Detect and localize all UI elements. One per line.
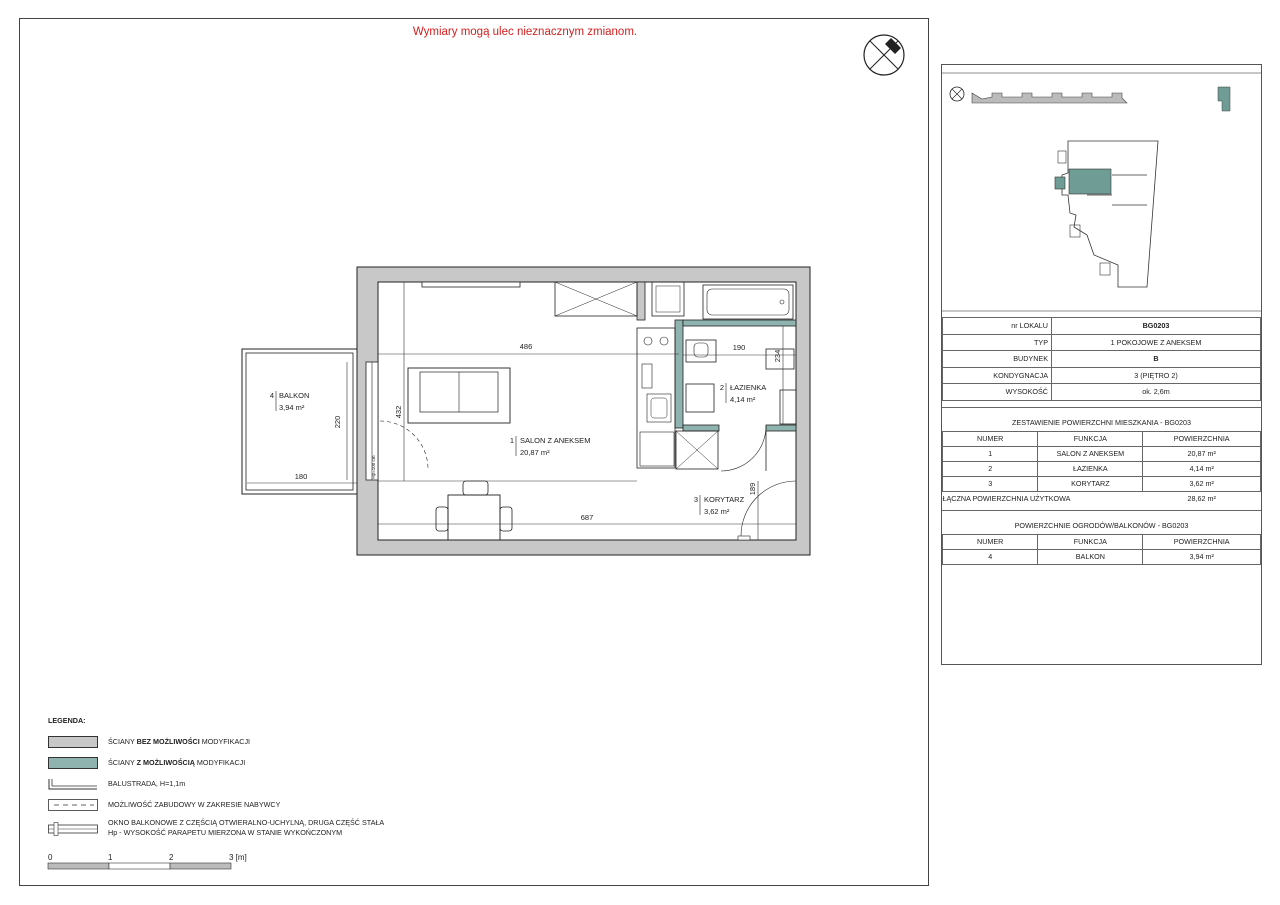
svg-text:3: 3: [693, 495, 698, 504]
balcony-table-title: POWIERZCHNIE OGRODÓW/BALKONÓW - BG0203: [942, 510, 1261, 534]
window-hp-label: Hp=100 cm: [371, 455, 376, 479]
dim-234: 234: [773, 349, 782, 363]
room-label-balkon: [270, 391, 310, 412]
total-area-row: ŁĄCZNA POWIERZCHNIA UŻYTKOWA 28,62 m²: [942, 494, 1216, 503]
scale-tick-3: 3 [m]: [229, 853, 247, 862]
dim-432: 432: [394, 405, 403, 419]
svg-text:3,62 m²: 3,62 m²: [704, 507, 730, 516]
building-marker: [1218, 87, 1230, 111]
table-row: 3 KORYTARZ 3,62 m²: [943, 476, 1261, 491]
svg-text:2: 2: [719, 383, 724, 392]
bathroom-cabinet: [686, 384, 714, 412]
svg-text:ŁAZIENKA: ŁAZIENKA: [730, 383, 767, 392]
dining-table: [448, 495, 500, 540]
window-symbol: [48, 822, 98, 834]
dashed-box-symbol: [48, 799, 98, 811]
fixed-wall-swatch: [48, 736, 98, 748]
room-label-lazienka: [720, 383, 766, 404]
interior-wall: [637, 282, 645, 320]
dim-189: 189: [748, 482, 757, 496]
location-key-plan: [942, 65, 1261, 317]
svg-text:4,14 m²: 4,14 m²: [730, 395, 756, 404]
floor-plan: [0, 0, 930, 600]
svg-text:1: 1: [509, 436, 514, 445]
legend-item-modifiable-walls: ŚCIANY Z MOŻLIWOŚCIĄ MODYFIKACJI: [48, 752, 384, 773]
dim-190: 190: [732, 343, 746, 352]
balcony-table: NUMER FUNKCJA POWIERZCHNIA 4 BALKON 3,94 m²: [942, 534, 1261, 565]
svg-text:BALKON: BALKON: [279, 391, 310, 400]
scale-tick-0: 0: [48, 853, 53, 862]
legend-item-balustrade: BALUSTRADA, H=1,1m: [48, 773, 384, 794]
areas-table-title: ZESTAWIENIE POWIERZCHNI MIESZKANIA - BG0203: [942, 407, 1261, 431]
areas-table: NUMER FUNKCJA POWIERZCHNIA 1 SALON Z ANEKSEM 20,87 m² 2 ŁAZIENKA 4,14 m² 3 KORYTARZ 3,62 m² ŁĄCZNA POWIERZCHNIA UŻYTKOWA 28,62 m²: [942, 431, 1261, 506]
dim-180: 180: [294, 472, 308, 481]
legend: [48, 716, 384, 841]
top-window: [422, 282, 520, 287]
legend-title: LEGENDA:: [48, 716, 86, 725]
legend-item-balcony-window: OKNO BALKONOWE Z CZĘŚCIĄ OTWIERALNO-UCHYLNĄ, DRUGA CZĘŚĆ STAŁA Hp - WYSOKOŚĆ PARAPETU MIERZONA W STANIE WYKOŃCZONYM: [48, 815, 384, 841]
info-panel: [941, 64, 1262, 665]
dim-687: 687: [580, 513, 594, 522]
svg-text:4: 4: [269, 391, 274, 400]
fridge: [652, 282, 684, 316]
outer-walls: [357, 267, 810, 555]
modifiable-wall: [675, 320, 683, 428]
room-label-salon: [510, 436, 591, 457]
scale-tick-1: 1: [108, 853, 113, 862]
scale-tick-2: 2: [169, 853, 174, 862]
small-compass-icon: [950, 87, 964, 101]
modifiable-wall-swatch: [48, 757, 98, 769]
hob: [644, 337, 652, 345]
table-row: 1 SALON Z ANEKSEM 20,87 m²: [943, 446, 1261, 461]
balustrade-symbol: [48, 778, 98, 790]
room-label-korytarz: [694, 495, 745, 516]
svg-text:20,87 m²: 20,87 m²: [520, 448, 550, 457]
modifiable-wall: [683, 320, 796, 326]
table-row: 2 ŁAZIENKA 4,14 m²: [943, 461, 1261, 476]
table-row: 4 BALKON 3,94 m²: [943, 549, 1261, 564]
dim-486: 486: [519, 342, 533, 351]
legend-item-fixed-walls: ŚCIANY BEZ MOŻLIWOŚCI MODYFIKACJI: [48, 731, 384, 752]
legend-item-buyer-development: MOŻLIWOŚĆ ZABUDOWY W ZAKRESIE NABYWCY: [48, 794, 384, 815]
building-silhouette: [972, 93, 1127, 103]
svg-text:3,94 m²: 3,94 m²: [279, 403, 305, 412]
bathtub: [703, 285, 793, 319]
svg-text:SALON Z ANEKSEM: SALON Z ANEKSEM: [520, 436, 591, 445]
unit-info-table: nr LOKALU BG0203 TYP 1 POKOJOWE Z ANEKSEM BUDYNEK B KONDYGNACJA 3 (PIĘTRO 2) WYSOKOŚĆ ok. 2,6m: [942, 317, 1261, 401]
apartment-highlight: [1069, 169, 1111, 194]
svg-text:KORYTARZ: KORYTARZ: [704, 495, 745, 504]
dim-220: 220: [333, 415, 342, 429]
modifiable-wall: [683, 425, 719, 431]
modifiable-wall: [766, 425, 796, 431]
scale-bar: [45, 852, 247, 877]
dimensions-warning: Wymiary mogą ulec nieznacznym zmianom.: [412, 26, 638, 38]
